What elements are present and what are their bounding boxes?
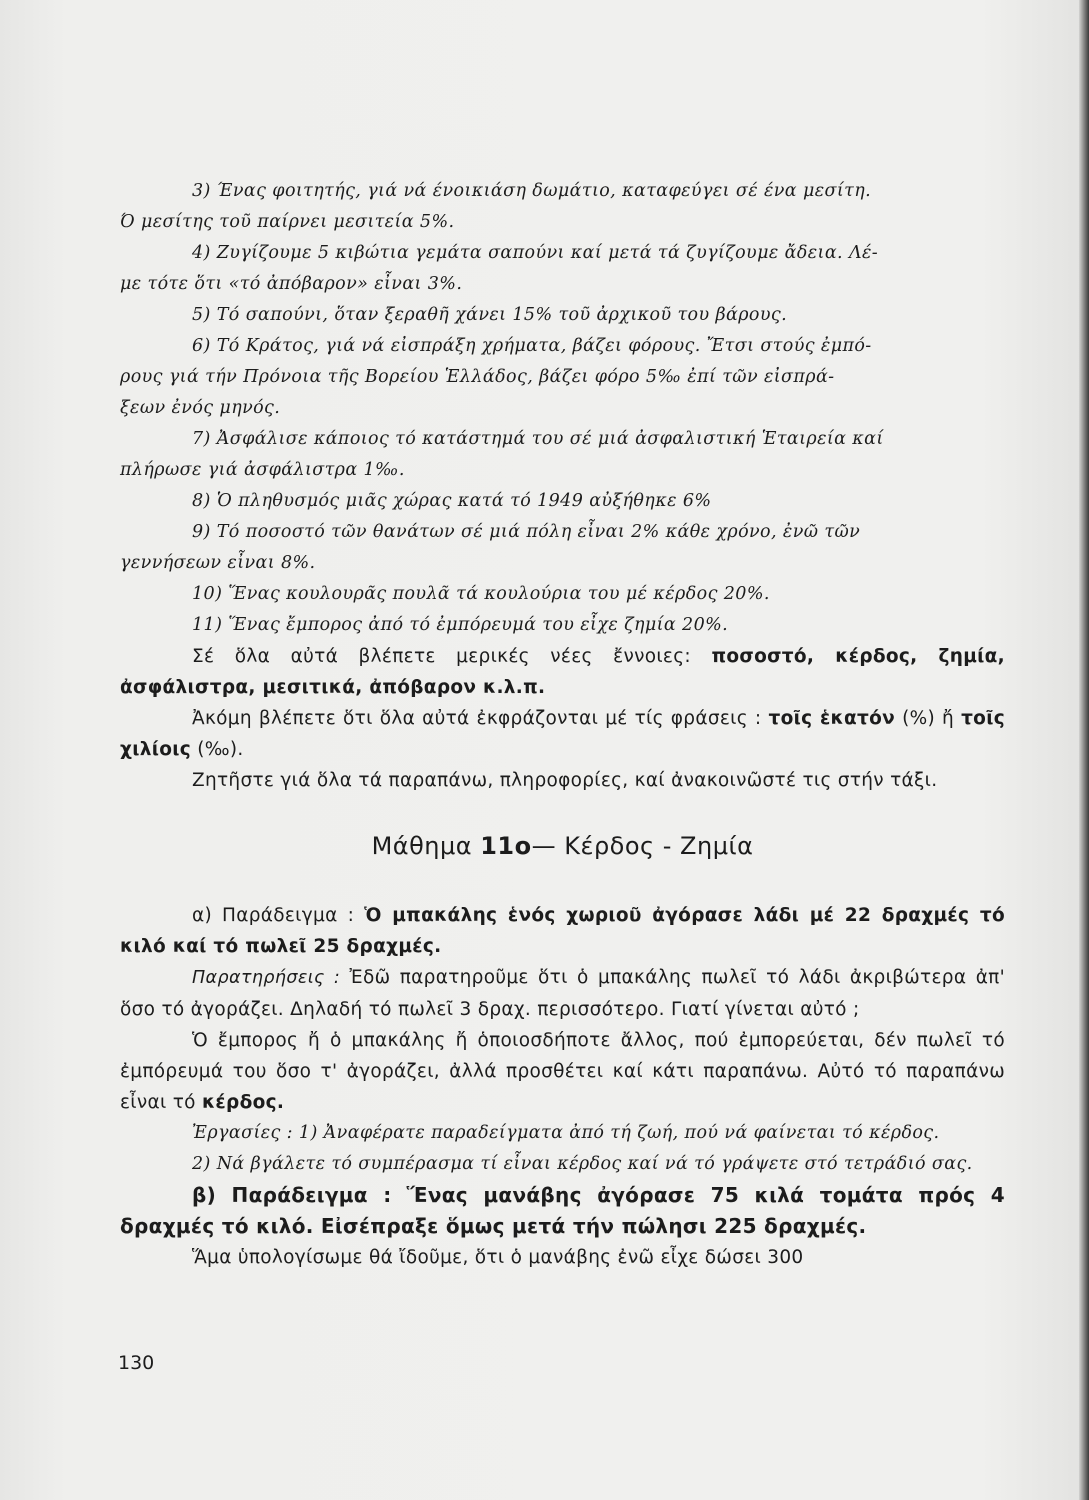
- list-item-3-line1: 3) Ένας φοιτητής, γιά νά ένοικιάση δωμάτιο, καταφεύγει σέ ένα μεσίτη.: [192, 181, 872, 201]
- or-word: ἤ: [942, 708, 955, 729]
- list-item-5: 5) Τό σαπούνι, ὅταν ξεραθῆ χάνει 15% τοῦ ἀρχικοῦ του βάρους.: [192, 305, 788, 325]
- tasks-paragraph-1: [120, 1118, 1005, 1149]
- list-item-6-line1: 6) Τό Κράτος, γιά νά εἰσπράξη χρήματα, βάζει φόρους. Ἔτσι στούς ἐμπό-: [192, 336, 872, 356]
- example-a-statement: Ὁ μπακάλης ἑνός χωριοῦ ἀγόρασε λάδι μέ 22 δραχμές τό κιλό καί τό πωλεῖ 25 δραχμές.: [120, 905, 1005, 957]
- example-b-label: β) Παράδειγμα :: [192, 1183, 392, 1207]
- concepts-terms: ποσοστό, κέρδος, ζημία, ἀσφάλιστρα, μεσιτικά, ἀπόβαρον κ.λ.π.: [120, 646, 1006, 698]
- example-a-paragraph: [120, 900, 1005, 962]
- phrases-paragraph: [120, 703, 1005, 765]
- lesson-title-prefix: Μάθημα: [371, 832, 473, 860]
- list-item-6-line2: ρους γιά τήν Πρόνοια τῆς Βορείου Ἑλλάδος, βάζει φόρο 5‰ ἐπί τῶν εἰσπρά-: [120, 367, 835, 387]
- observations-label: Παρατηρήσεις :: [192, 968, 341, 988]
- lesson-title-rest: — Κέρδος - Ζημία: [531, 832, 754, 860]
- example-b-text: Ἅμα ὑπολογίσωμε θά ἴδοῦμε, ὅτι ὁ μανάβης ἐνῶ εἶχε δώσει 300: [192, 1247, 804, 1268]
- permille-sign: (‰).: [197, 739, 244, 760]
- list-item-9-line2: γεννήσεων εἶναι 8%.: [120, 553, 316, 573]
- task-1: 1) Ἀναφέρατε παραδείγματα ἀπό τή ζωή, πού νά φαίνεται τό κέρδος.: [298, 1123, 940, 1143]
- example-b-paragraph: [120, 1180, 1005, 1242]
- percent-sign: (%): [902, 708, 935, 729]
- concepts-intro: Σέ ὅλα αὐτά βλέπετε μερικές νέες ἔννοιες:: [192, 646, 691, 667]
- phrases-intro: Ἀκόμη βλέπετε ὅτι ὅλα αὐτά ἐκφράζονται μέ τίς φράσεις :: [192, 708, 762, 729]
- explanation-text: Ὁ ἔμπορος ἤ ὁ μπακάλης ἤ ὁποιοσδήποτε ἄλλος, πού ἐμπορεύεται, δέν πωλεῖ τό ἐμπόρευμά του ὅσο τ' ἀγοράζει, ἀλλά προσθέτει καί κάτι παραπάνω. Αὐτό τό παραπάνω εἶναι τό: [120, 1030, 1005, 1113]
- explanation-paragraph: [120, 1025, 1005, 1118]
- list-item-4-line2: με τότε ὅτι «τό ἀπόβαρον» εἶναι 3%.: [120, 274, 463, 294]
- page-text-body: [120, 176, 1005, 1273]
- list-item-8: 8) Ὁ πληθυσμός μιᾶς χώρας κατά τό 1949 αὐξήθηκε 6%: [192, 491, 712, 511]
- example-b-statement: Ἕνας μανάβης ἀγόρασε 75 κιλά τομάτα πρός 4 δραχμές τό κιλό. Εἰσέπραξε ὅμως μετά τήν πώλησι 225 δραχμές.: [120, 1183, 1005, 1238]
- lesson-title-number: 11ο: [480, 832, 532, 860]
- tasks-label: Ἐργασίες :: [192, 1123, 293, 1143]
- list-item-7-line2: πλήρωσε γιά ἀσφάλιστρα 1‰.: [120, 460, 405, 480]
- list-item-4-line1: 4) Ζυγίζουμε 5 κιβώτια γεμάτα σαπούνι καί μετά τά ζυγίζουμε ἄδεια. Λέ-: [192, 243, 879, 263]
- example-a-label: α) Παράδειγμα :: [192, 905, 355, 926]
- phrase-permille: τοῖς χιλίοις: [120, 708, 1005, 760]
- task-2: 2) Νά βγάλετε τό συμπέρασμα τί εἶναι κέρδος καί νά τό γράψετε στό τετράδιό σας.: [192, 1154, 973, 1174]
- list-item-9-line1: 9) Τό ποσοστό τῶν θανάτων σέ μιά πόλη εἶναι 2% κάθε χρόνο, ἐνῶ τῶν: [192, 522, 861, 542]
- observations-text: Ἐδῶ παρατηροῦμε ὅτι ὁ μπακάλης πωλεῖ τό λάδι ἀκριβώτερα ἀπ' ὅσο τό ἀγοράζει. Δηλαδή τό πωλεῖ 3 δραχ. περισσότερο. Γιατί γίνεται αὐτό ;: [120, 967, 1006, 1020]
- list-item-6-line3: ξεων ἐνός μηνός.: [120, 398, 281, 418]
- ask-paragraph: Ζητῆστε γιά ὅλα τά παραπάνω, πληροφορίες, καί ἀνακοινῶστέ τις στήν τάξι.: [192, 770, 938, 791]
- list-item-11: 11) Ἕνας ἔμπορος ἀπό τό ἐμπόρευμά του εἶχε ζημία 20%.: [192, 615, 729, 635]
- list-item-10: 10) Ἕνας κουλουρᾶς πουλᾶ τά κουλούρια του μέ κέρδος 20%.: [192, 584, 770, 604]
- observations-paragraph: [120, 962, 1005, 1025]
- list-item-3-line2: Ό μεσίτης τοῦ παίρνει μεσιτεία 5%.: [120, 212, 455, 232]
- list-item-7-line1: 7) Ἀσφάλισε κάποιος τό κατάστημά του σέ μιά ἀσφαλιστική Ἑταιρεία καί: [192, 429, 884, 449]
- lesson-heading: [120, 832, 1005, 860]
- phrase-percent: τοῖς ἑκατόν: [768, 708, 896, 729]
- page-number: 130: [118, 1352, 155, 1374]
- concepts-paragraph: [120, 641, 1005, 703]
- explanation-keyword: κέρδος.: [201, 1092, 285, 1113]
- book-spine-edge: [1079, 0, 1089, 1500]
